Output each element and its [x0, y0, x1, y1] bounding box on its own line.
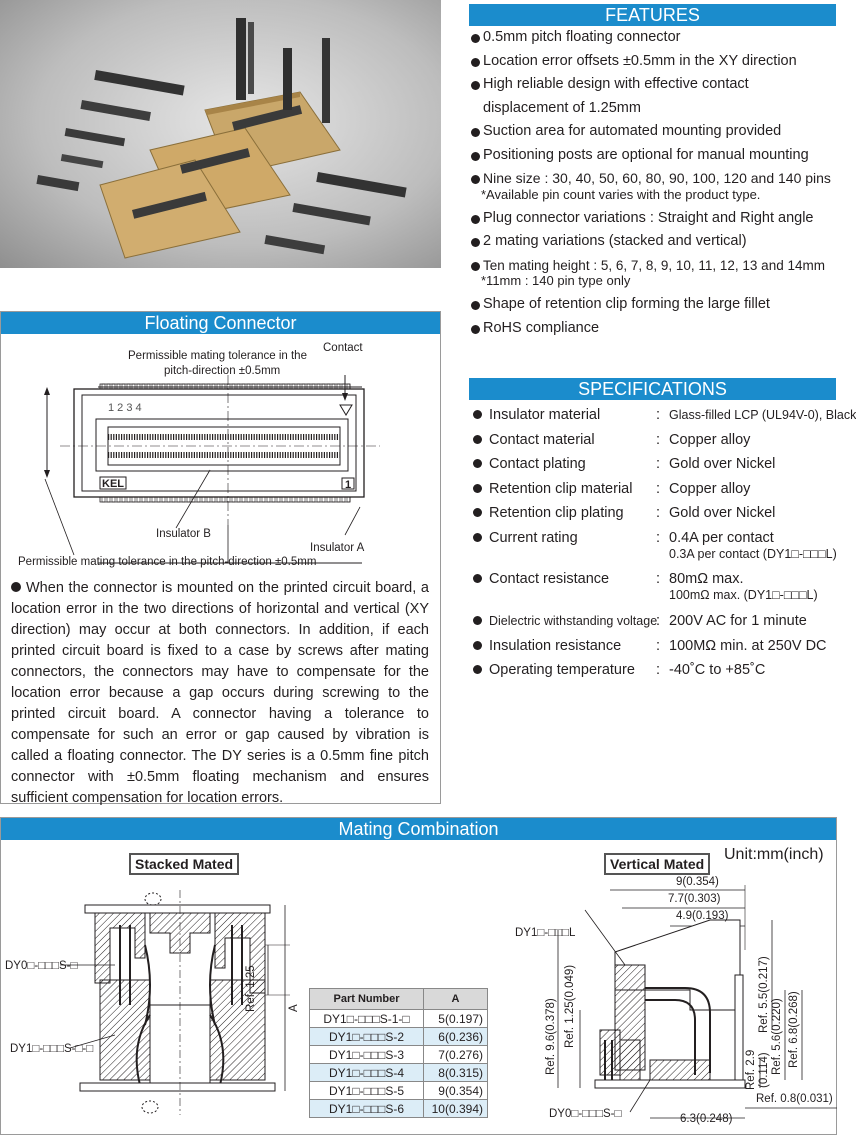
spec-row [470, 455, 837, 480]
ref-9-6: Ref. 9.6(0.378) [545, 998, 557, 1075]
spec-colon: : [656, 662, 661, 679]
product-photo-image [0, 0, 441, 268]
contact-tooth [142, 497, 145, 502]
spec-colon: : [656, 480, 661, 497]
spec-value: Copper alloy [669, 431, 751, 448]
part-number-cell: DY1□-□□□S-6 [310, 1100, 424, 1118]
bullet-icon [473, 574, 482, 583]
bullet-icon [473, 508, 482, 517]
spec-row [470, 612, 837, 637]
bullet-icon [11, 582, 21, 592]
feature-item: Shape of retention clip forming the large fillet [470, 293, 837, 317]
spec-row [470, 406, 856, 431]
spec-label: Retention clip material [489, 480, 633, 497]
spec-colon: : [656, 637, 661, 654]
spec-row [470, 661, 837, 686]
contact-tooth [272, 497, 275, 502]
feature-item: Suction area for automated mounting provided [470, 120, 837, 144]
spec-colon: : [656, 431, 661, 448]
pin-one-mark: 1 [345, 479, 352, 491]
contact-tooth [207, 497, 210, 502]
contact-tooth [327, 497, 330, 502]
spec-colon: : [656, 570, 661, 587]
kel-logo: KEL [102, 478, 124, 490]
contact-tooth [342, 497, 345, 502]
spec-label: Insulation resistance [489, 637, 622, 654]
table-row [310, 1064, 488, 1082]
contact-tooth [197, 497, 200, 502]
dim-6-3: 6.3(0.248) [680, 1113, 733, 1125]
a-value-cell: 9(0.354) [424, 1082, 488, 1100]
contact-tooth [147, 497, 150, 502]
dim-4-9: 4.9(0.193) [676, 910, 729, 922]
contact-tooth [127, 497, 130, 502]
contact-tooth [242, 497, 245, 502]
spec-value: Gold over Nickel [669, 505, 776, 522]
table-row [310, 1100, 488, 1118]
part-number-cell: DY1□-□□□S-2 [310, 1028, 424, 1046]
contact-tooth [302, 497, 305, 502]
floating-connector-banner: Floating Connector [1, 312, 440, 334]
a-value-cell: 5(0.197) [424, 1010, 488, 1028]
spec-colon: : [656, 529, 661, 546]
ref-2-9: Ref. 2.9 [745, 1049, 757, 1090]
spec-subvalue: 100mΩ max. (DY1□-□□□L) [669, 587, 818, 602]
product-photo [0, 0, 441, 268]
feature-item: RoHS compliance [470, 317, 837, 341]
contact-tooth [347, 497, 350, 502]
bullet-icon [473, 533, 482, 542]
table-row [310, 1082, 488, 1100]
spec-colon: : [656, 612, 661, 629]
contact-tooth [132, 497, 135, 502]
part-number-cell: DY1□-□□□S-5 [310, 1082, 424, 1100]
contact-tooth [232, 497, 235, 502]
contact-tooth [137, 497, 140, 502]
bullet-icon [473, 665, 482, 674]
contact-tooth [332, 497, 335, 502]
spec-colon: : [656, 407, 661, 423]
contact-tooth [227, 497, 230, 502]
spec-value: 80mΩ max. [669, 570, 744, 587]
table-header-a: A [424, 989, 488, 1010]
spec-value: 200V AC for 1 minute [669, 612, 807, 629]
floating-description-text: When the connector is mounted on the printed circuit board, a location error in the two directions of horizontal and vertical (XY direction) may occur at both connectors. In addition, if each printed circuit board is fixed to a case by screws after mating connectors, the connectors may have to compensate for the location error because a gap occurs during screwing to the printed circuit board. A connector having a tolerance to compensate for such an error or gap caused by vibration is called a floating connector. The DY series is a 0.5mm fine pitch connector with ±0.5mm floating mechanism and ensures sufficient compensation for location errors. [11, 580, 429, 806]
contact-tooth [112, 497, 115, 502]
floating-connector-diagram [0, 375, 441, 565]
part-number-cell: DY1□-□□□S-1-□ [310, 1010, 424, 1028]
feature-note: *Available pin count varies with the product type. [481, 186, 761, 202]
tolerance-label-bottom: Permissible mating tolerance in the pitch-direction ±0.5mm [18, 556, 317, 568]
bullet-icon [473, 484, 482, 493]
spec-value: -40˚C to +85˚C [669, 662, 766, 679]
vertical-mated-label: Vertical Mated [604, 853, 710, 875]
contact-tooth [122, 497, 125, 502]
feature-item: Ten mating height : 5, 6, 7, 8, 9, 10, 11, 12, 13 and 14mm [470, 254, 837, 278]
ref-6-8: Ref. 6.8(0.268) [788, 991, 800, 1068]
feature-note: *11mm : 140 pin type only [481, 273, 631, 288]
ref-0-8: Ref. 0.8(0.031) [756, 1093, 833, 1105]
mating-combination-banner: Mating Combination [1, 818, 836, 840]
spec-value: Glass-filled LCP (UL94V-0), Black [669, 408, 856, 422]
contact-label: Contact [323, 342, 363, 354]
contact-tooth [162, 497, 165, 502]
contact-tooth [187, 497, 190, 502]
part-number-cell: DY1□-□□□S-3 [310, 1046, 424, 1064]
spec-row [470, 504, 837, 529]
stacked-a-label: A [288, 1004, 300, 1012]
feature-item: Location error offsets ±0.5mm in the XY direction [470, 50, 837, 74]
dim-9: 9(0.354) [676, 876, 719, 888]
contact-tooth [172, 497, 175, 502]
a-value-cell: 10(0.394) [424, 1100, 488, 1118]
insulator-a-label: Insulator A [310, 542, 365, 554]
spec-label: Contact material [489, 431, 595, 448]
spec-row [470, 570, 837, 612]
contact-tooth [322, 497, 325, 502]
bullet-icon [473, 616, 482, 625]
ref-5-5: Ref. 5.5(0.217) [758, 956, 770, 1033]
contact-tooth [287, 497, 290, 502]
spec-label: Retention clip plating [489, 505, 624, 522]
a-value-cell: 7(0.276) [424, 1046, 488, 1064]
contact-tooth [252, 497, 255, 502]
spec-label: Operating temperature [489, 662, 635, 679]
table-header-part-number: Part Number [310, 989, 424, 1010]
contact-tooth [167, 497, 170, 502]
spec-subvalue: 0.3A per contact (DY1□-□□□L) [669, 546, 837, 561]
spec-label: Insulator material [489, 407, 601, 423]
vertical-dy1-label: DY1□-□□□L [515, 927, 576, 939]
stacked-dy0-label: DY0□-□□□S-□ [5, 960, 78, 972]
contact-tooth [262, 497, 265, 502]
spec-label: Contact plating [489, 456, 586, 473]
contact-tooth [337, 497, 340, 502]
stacked-ref-label: Ref. 1.25 [245, 965, 257, 1012]
feature-item-continued: displacement of 1.25mm [483, 99, 641, 116]
stacked-dy1-label: DY1□-□□□S-□-□ [10, 1043, 94, 1055]
contact-tooth [307, 497, 310, 502]
dim-7-7: 7.7(0.303) [668, 893, 721, 905]
feature-item: Plug connector variations : Straight and Right angle [470, 207, 837, 231]
contact-tooth [267, 497, 270, 502]
feature-item: Nine size : 30, 40, 50, 60, 80, 90, 100, 120 and 140 pins [470, 167, 837, 191]
a-value-cell: 8(0.315) [424, 1064, 488, 1082]
contact-tooth [237, 497, 240, 502]
bullet-icon [473, 435, 482, 444]
contact-tooth [107, 497, 110, 502]
spec-label: Current rating [489, 529, 578, 546]
specifications-banner: SPECIFICATIONS [469, 378, 836, 400]
spec-label: Dielectric withstanding voltage [489, 613, 658, 628]
ref-5-6: Ref. 5.6(0.220) [771, 998, 783, 1075]
contact-tooth [292, 497, 295, 502]
table-row [310, 1028, 488, 1046]
contact-tooth [282, 497, 285, 502]
contact-tooth [277, 497, 280, 502]
spec-value: Copper alloy [669, 480, 751, 497]
specifications-table [470, 406, 856, 686]
spec-row [470, 480, 837, 505]
tolerance-label-top: Permissible mating tolerance in the [128, 350, 307, 362]
part-number-cell: DY1□-□□□S-4 [310, 1064, 424, 1082]
tolerance-label-top-2: pitch-direction ±0.5mm [164, 365, 281, 377]
contact-tooth [202, 497, 205, 502]
contact-tooth [317, 497, 320, 502]
bullet-icon [473, 459, 482, 468]
part-number-table [309, 988, 488, 1118]
a-value-cell: 6(0.236) [424, 1028, 488, 1046]
contact-tooth [222, 497, 225, 502]
bullet-icon [473, 410, 482, 419]
pin-numbers: 1 2 3 4 [108, 402, 142, 414]
feature-item: 2 mating variations (stacked and vertical) [470, 230, 837, 254]
spec-label: Contact resistance [489, 570, 610, 587]
spec-colon: : [656, 456, 661, 473]
features-banner: FEATURES [469, 4, 836, 26]
feature-item: High reliable design with effective contact [470, 73, 837, 97]
spec-row [470, 529, 837, 570]
contact-tooth [257, 497, 260, 502]
contact-tooth [102, 497, 105, 502]
insulator-b-label: Insulator B [156, 528, 211, 540]
bullet-icon [473, 641, 482, 650]
contact-tooth [177, 497, 180, 502]
floating-description [11, 578, 429, 809]
contact-tooth [157, 497, 160, 502]
feature-item: 0.5mm pitch floating connector [470, 26, 837, 50]
contact-tooth [117, 497, 120, 502]
features-list [470, 26, 837, 340]
spec-row [470, 431, 837, 456]
spec-colon: : [656, 505, 661, 522]
contact-tooth [152, 497, 155, 502]
spec-value: Gold over Nickel [669, 456, 776, 473]
spec-value: 0.4A per contact [669, 529, 774, 546]
ref-1-25: Ref. 1.25(0.049) [564, 964, 576, 1048]
contact-tooth [217, 497, 220, 502]
contact-tooth [312, 497, 315, 502]
contact-tooth [247, 497, 250, 502]
stacked-mated-label: Stacked Mated [129, 853, 239, 875]
contact-tooth [212, 497, 215, 502]
table-row [310, 1046, 488, 1064]
contact-tooth [297, 497, 300, 502]
spec-row [470, 637, 837, 662]
feature-item: Positioning posts are optional for manual mounting [470, 144, 837, 168]
spec-value: 100MΩ min. at 250V DC [669, 637, 827, 654]
ref-2-9-inch: (0.114) [758, 1052, 770, 1088]
contact-tooth [182, 497, 185, 502]
unit-label: Unit:mm(inch) [724, 846, 824, 863]
vertical-dy0-label: DY0□-□□□S-□ [549, 1108, 622, 1120]
table-row [310, 1010, 488, 1028]
